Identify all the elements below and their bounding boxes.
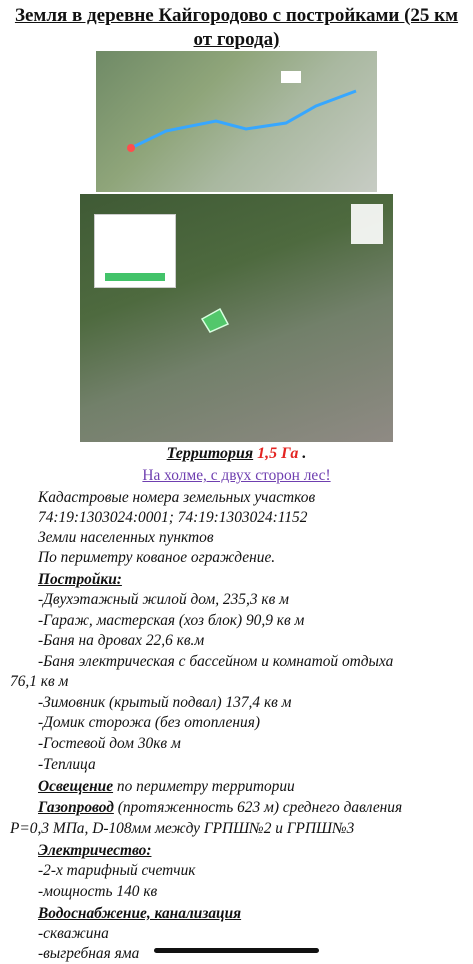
building-item: -Баня на дровах 22,6 кв.м <box>38 632 205 649</box>
electricity-heading: Электричество: <box>38 842 152 859</box>
building-item: -Гостевой дом 30кв м <box>38 735 181 752</box>
map-side-panel <box>351 204 383 244</box>
page-title: Земля в деревне Кайгородово с постройками (25 км от города) <box>14 5 459 50</box>
building-item: -Теплица <box>38 756 96 773</box>
route-map-drawing <box>96 51 377 192</box>
lighting-heading: Освещение <box>38 778 114 795</box>
start-marker-icon <box>127 144 135 152</box>
hill-link[interactable]: На холме, с двух сторон лес! <box>142 467 331 484</box>
water-item: -скважина <box>38 925 109 942</box>
territory-value: 1,5 Га <box>257 445 299 462</box>
home-indicator[interactable] <box>154 948 319 953</box>
electricity-item: -2-х тарифный счетчик <box>38 862 196 879</box>
territory-dot: . <box>302 445 307 462</box>
building-item: 76,1 кв м <box>10 673 69 690</box>
territory-line <box>0 444 473 464</box>
popup-action-button[interactable] <box>105 273 165 281</box>
gas-text-1: (протяженность 623 м) среднего давления <box>113 799 403 816</box>
building-item: -Баня электрическая с бассейном и комнатой отдыха <box>38 653 394 670</box>
hill-link-line <box>0 466 473 486</box>
parcel-polygon <box>202 309 228 332</box>
satellite-map-image <box>80 194 393 442</box>
cadastral-label: Кадастровые номера земельных участков <box>38 489 316 506</box>
gas-heading: Газопровод <box>38 799 114 816</box>
fence-info: По периметру кованое ограждение. <box>38 549 276 566</box>
water-item: -выгребная яма <box>38 945 140 962</box>
gas-line <box>38 798 402 818</box>
buildings-heading: Постройки: <box>38 571 122 588</box>
territory-label: Территория <box>166 445 254 462</box>
route-line <box>131 91 356 148</box>
lighting-text: по периметру территории <box>113 778 295 795</box>
water-heading: Водоснабжение, канализация <box>38 905 242 922</box>
building-item: -Двухэтажный жилой дом, 235,3 кв м <box>38 591 289 608</box>
building-item: -Гараж, мастерская (хоз блок) 90,9 кв м <box>38 612 305 629</box>
gas-text-2: P=0,3 МПа, D-108мм между ГРПШ№2 и ГРПШ№3 <box>10 820 355 837</box>
route-map-image <box>96 51 377 192</box>
cadastral-numbers: 74:19:1303024:0001; 74:19:1303024:1152 <box>38 509 308 526</box>
electricity-item: -мощность 140 кв <box>38 883 158 900</box>
building-item: -Зимовник (крытый подвал) 137,4 кв м <box>38 694 292 711</box>
lighting-line <box>38 777 295 797</box>
map-label-box <box>281 71 301 83</box>
building-item: -Домик сторожа (без отопления) <box>38 714 260 731</box>
land-category: Земли населенных пунктов <box>38 529 214 546</box>
parcel-info-popup <box>94 214 176 288</box>
